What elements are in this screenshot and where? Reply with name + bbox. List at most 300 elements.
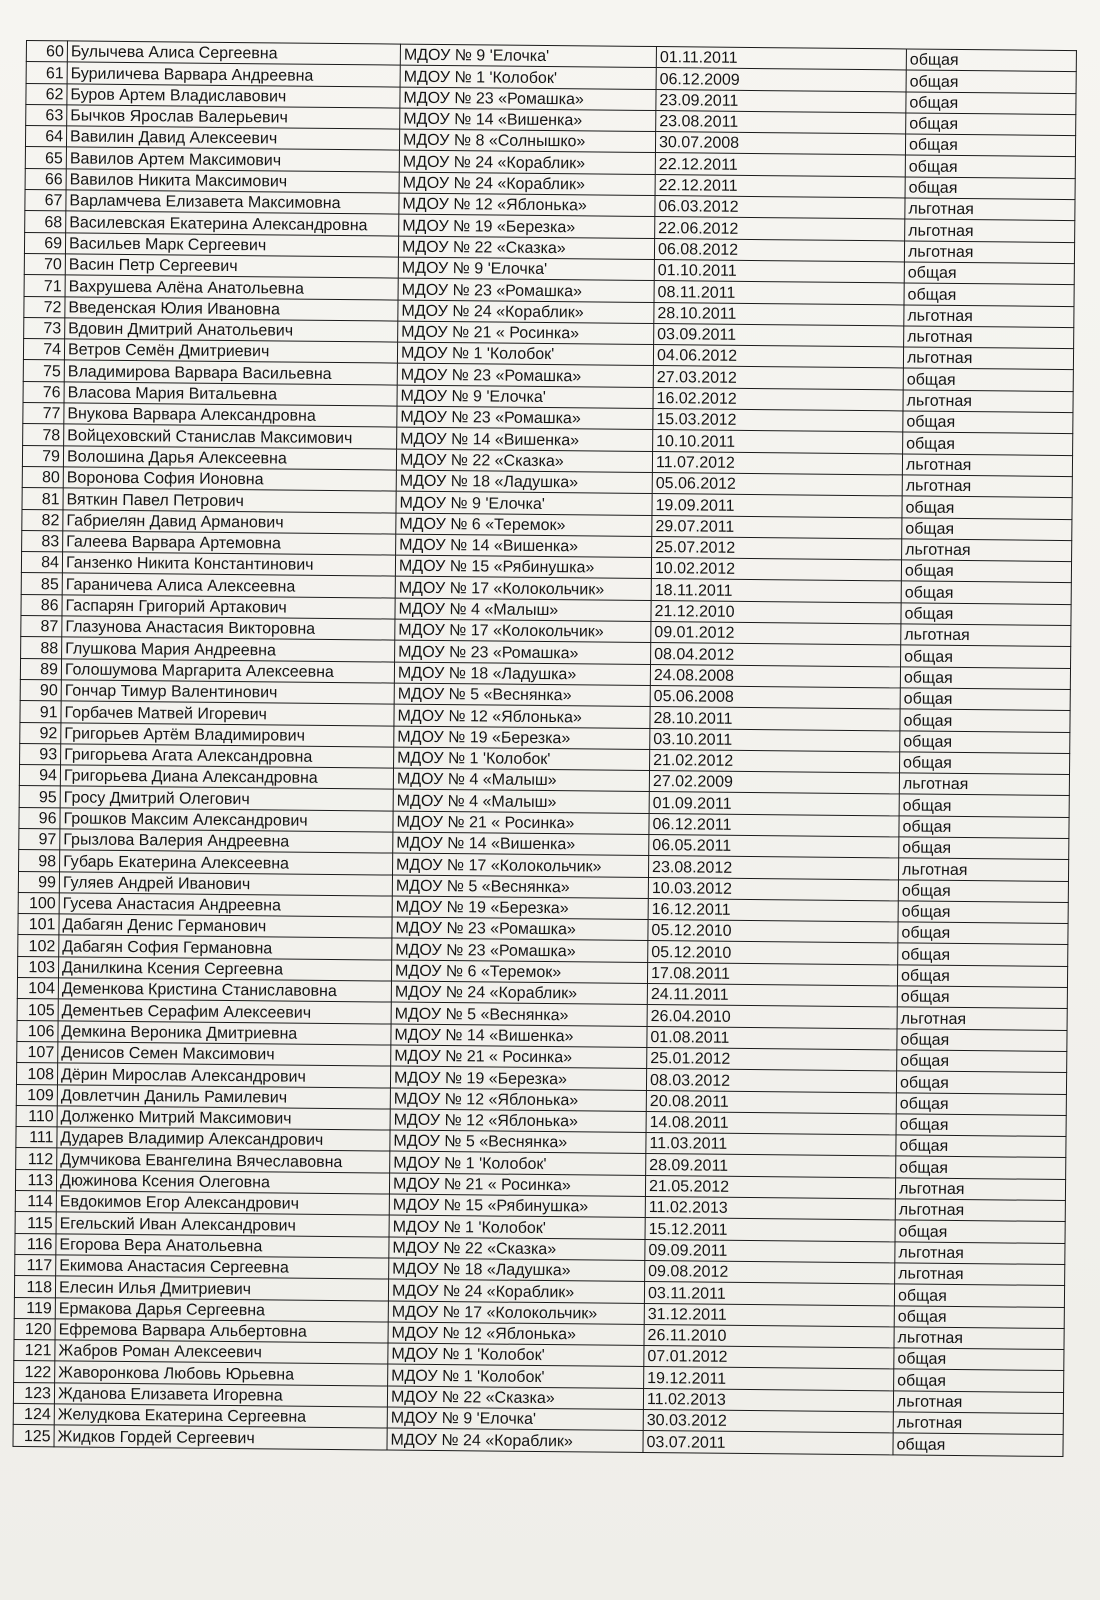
kindergarten-name: МДОУ № 12 «Яблонька» <box>390 1088 646 1112</box>
birth-date: 05.12.2010 <box>648 941 898 965</box>
child-name: Егорова Вера Анатольевна <box>56 1233 389 1257</box>
row-number: 88 <box>21 637 62 659</box>
row-number: 72 <box>24 296 65 318</box>
birth-date: 22.12.2011 <box>655 174 905 198</box>
kindergarten-name: МДОУ № 23 «Ромашка» <box>395 640 651 664</box>
child-name: Жидков Гордей Сергеевич <box>54 1425 387 1449</box>
kindergarten-name: МДОУ № 1 'Колобок' <box>388 1343 644 1367</box>
queue-category: общая <box>897 986 1067 1009</box>
kindergarten-name: МДОУ № 15 «Рябинушка» <box>395 555 651 579</box>
kindergarten-name: МДОУ № 1 'Колобок' <box>394 747 650 771</box>
queue-category: льготная <box>901 624 1071 647</box>
row-number: 80 <box>22 466 63 488</box>
child-name: Гаспарян Григорий Артакович <box>62 595 395 619</box>
row-number: 86 <box>21 594 62 616</box>
birth-date: 06.12.2009 <box>656 68 906 92</box>
row-number: 64 <box>25 126 66 148</box>
queue-category: общая <box>898 879 1068 902</box>
queue-category: общая <box>904 262 1074 285</box>
birth-date: 27.03.2012 <box>653 366 903 390</box>
child-name: Грошков Максим Александрович <box>60 808 393 832</box>
birth-date: 19.09.2011 <box>652 494 902 518</box>
kindergarten-name: МДОУ № 21 « Росинка» <box>389 1173 645 1197</box>
birth-date: 09.09.2011 <box>645 1239 895 1263</box>
queue-category: льготная <box>893 1391 1063 1414</box>
birth-date: 17.08.2011 <box>647 962 897 986</box>
queue-category: общая <box>898 943 1068 966</box>
birth-date: 03.07.2011 <box>643 1431 893 1455</box>
kindergarten-name: МДОУ № 24 «Кораблик» <box>398 300 654 324</box>
child-name: Денисов Семен Максимович <box>58 1042 391 1066</box>
child-name: Введенская Юлия Ивановна <box>65 296 398 320</box>
birth-date: 27.02.2009 <box>649 771 899 795</box>
birth-date: 16.02.2012 <box>653 387 903 411</box>
kindergarten-name: МДОУ № 24 «Кораблик» <box>388 1279 644 1303</box>
row-number: 105 <box>17 999 58 1021</box>
row-number: 93 <box>20 743 61 765</box>
row-number: 63 <box>26 104 67 126</box>
child-name: Ефремова Варвара Альбертовна <box>55 1319 388 1343</box>
child-name: Жаворонкова Любовь Юрьевна <box>55 1361 388 1385</box>
kindergarten-name: МДОУ № 5 «Веснянка» <box>392 875 648 899</box>
queue-category: общая <box>896 1114 1066 1137</box>
row-number: 114 <box>15 1190 56 1212</box>
row-number: 119 <box>14 1297 55 1319</box>
kindergarten-name: МДОУ № 9 'Елочка' <box>396 491 652 515</box>
queue-category: льготная <box>894 1327 1064 1350</box>
birth-date: 25.01.2012 <box>647 1047 897 1071</box>
birth-date: 23.08.2012 <box>648 856 898 880</box>
child-name: Елесин Илья Дмитриевич <box>55 1276 388 1300</box>
row-number: 84 <box>21 552 62 574</box>
row-number: 62 <box>26 83 67 105</box>
row-number: 103 <box>18 956 59 978</box>
child-name: Ермакова Дарья Сергеевна <box>55 1297 388 1321</box>
kindergarten-name: МДОУ № 21 « Росинка» <box>393 811 649 835</box>
child-name: Ветров Семён Дмитриевич <box>64 339 397 363</box>
kindergarten-name: МДОУ № 5 «Веснянка» <box>390 1130 646 1154</box>
queue-category: общая <box>906 49 1076 72</box>
kindergarten-name: МДОУ № 12 «Яблонька» <box>390 1109 646 1133</box>
queue-category: общая <box>902 517 1072 540</box>
child-name: Дабагян Денис Германович <box>59 914 392 938</box>
birth-date: 30.07.2008 <box>655 132 905 156</box>
birth-date: 30.03.2012 <box>643 1409 893 1433</box>
birth-date: 01.11.2011 <box>656 47 906 71</box>
row-number: 98 <box>19 850 60 872</box>
queue-category: общая <box>905 155 1075 178</box>
child-name: Вяткин Павел Петрович <box>63 488 396 512</box>
kindergarten-name: МДОУ № 1 'Колобок' <box>388 1364 644 1388</box>
queue-category: общая <box>899 837 1069 860</box>
kindergarten-name: МДОУ № 24 «Кораблик» <box>391 981 647 1005</box>
child-name: Дёрин Мирослав Александрович <box>57 1063 390 1087</box>
kindergarten-name: МДОУ № 24 «Кораблик» <box>387 1428 643 1452</box>
child-name: Голошумова Маргарита Алексеевна <box>61 658 394 682</box>
queue-category: общая <box>906 70 1076 93</box>
child-name: Дементьев Серафим Алексеевич <box>58 999 391 1023</box>
child-name: Васильев Марк Сергеевич <box>65 233 398 257</box>
birth-date: 06.08.2012 <box>654 238 904 262</box>
row-number: 95 <box>19 786 60 808</box>
birth-date: 26.04.2010 <box>647 1005 897 1029</box>
row-number: 92 <box>20 722 61 744</box>
child-name: Бычков Ярослав Валерьевич <box>67 105 400 129</box>
kindergarten-name: МДОУ № 21 « Росинка» <box>398 321 654 345</box>
row-number: 99 <box>18 871 59 893</box>
birth-date: 18.11.2011 <box>651 579 901 603</box>
child-name: Вавилов Никита Максимович <box>66 169 399 193</box>
row-number: 112 <box>16 1148 57 1170</box>
row-number: 121 <box>14 1340 55 1362</box>
child-name: Довлетчин Даниль Рамилевич <box>57 1084 390 1108</box>
birth-date: 08.03.2012 <box>646 1069 896 1093</box>
kindergarten-name: МДОУ № 18 «Ладушка» <box>396 470 652 494</box>
kindergarten-name: МДОУ № 9 'Елочка' <box>397 385 653 409</box>
queue-category: льготная <box>897 1007 1067 1030</box>
register-body <box>13 41 1076 1457</box>
queue-category: льготная <box>904 241 1074 264</box>
row-number: 61 <box>26 62 67 84</box>
queue-category: льготная <box>898 858 1068 881</box>
queue-category: льготная <box>895 1242 1065 1265</box>
queue-category: общая <box>900 667 1070 690</box>
kindergarten-name: МДОУ № 24 «Кораблик» <box>399 172 655 196</box>
birth-date: 05.12.2010 <box>648 920 898 944</box>
kindergarten-name: МДОУ № 19 «Березка» <box>392 896 648 920</box>
birth-date: 11.07.2012 <box>652 451 902 475</box>
queue-category: льготная <box>905 198 1075 221</box>
kindergarten-name: МДОУ № 19 «Березка» <box>394 726 650 750</box>
queue-category: общая <box>903 411 1073 434</box>
queue-category: общая <box>900 730 1070 753</box>
child-name: Василевская Екатерина Александровна <box>66 211 399 235</box>
kindergarten-name: МДОУ № 22 «Сказка» <box>389 1237 645 1261</box>
birth-date: 06.05.2011 <box>649 835 899 859</box>
kindergarten-name: МДОУ № 6 «Теремок» <box>391 960 647 984</box>
birth-date: 06.12.2011 <box>649 813 899 837</box>
birth-date: 29.07.2011 <box>652 515 902 539</box>
queue-category: общая <box>896 1156 1066 1179</box>
birth-date: 05.06.2008 <box>650 685 900 709</box>
birth-date: 09.08.2012 <box>645 1260 895 1284</box>
child-name: Глазунова Анастасия Викторовна <box>62 616 395 640</box>
kindergarten-name: МДОУ № 1 'Колобок' <box>389 1215 645 1239</box>
kindergarten-name: МДОУ № 14 «Вишенка» <box>397 427 653 451</box>
row-number: 82 <box>22 509 63 531</box>
birth-date: 26.11.2010 <box>644 1324 894 1348</box>
queue-category: общая <box>901 581 1071 604</box>
birth-date: 31.12.2011 <box>644 1303 894 1327</box>
row-number: 68 <box>25 211 66 233</box>
row-number: 90 <box>20 679 61 701</box>
birth-date: 10.10.2011 <box>653 430 903 454</box>
row-number: 91 <box>20 701 61 723</box>
child-name: Буров Артем Владиславович <box>67 83 400 107</box>
kindergarten-name: МДОУ № 23 «Ромашка» <box>398 278 654 302</box>
child-name: Вахрушева Алёна Анатольевна <box>65 275 398 299</box>
kindergarten-name: МДОУ № 18 «Ладушка» <box>394 662 650 686</box>
queue-category: льготная <box>903 347 1073 370</box>
child-name: Васин Петр Сергеевич <box>65 254 398 278</box>
child-name: Григорьева Диана Александровна <box>60 765 393 789</box>
child-name: Волошина Дарья Алексеевна <box>63 446 396 470</box>
row-number: 96 <box>19 807 60 829</box>
child-name: Долженко Митрий Максимович <box>57 1106 390 1130</box>
row-number: 106 <box>17 1020 58 1042</box>
kindergarten-name: МДОУ № 12 «Яблонька» <box>394 704 650 728</box>
queue-category: общая <box>896 1071 1066 1094</box>
child-name: Грызлова Валерия Андреевна <box>60 829 393 853</box>
kindergarten-name: МДОУ № 17 «Колокольчик» <box>388 1301 644 1325</box>
queue-category: общая <box>894 1369 1064 1392</box>
child-name: Воронова София Ионовна <box>63 467 396 491</box>
row-number: 73 <box>24 317 65 339</box>
child-name: Войцеховский Станислав Максимович <box>64 424 397 448</box>
kindergarten-name: МДОУ № 6 «Теремок» <box>396 513 652 537</box>
kindergarten-name: МДОУ № 15 «Рябинушка» <box>389 1194 645 1218</box>
birth-date: 24.08.2008 <box>650 664 900 688</box>
kindergarten-name: МДОУ № 12 «Яблонька» <box>399 193 655 217</box>
kindergarten-name: МДОУ № 23 «Ромашка» <box>397 364 653 388</box>
birth-date: 03.11.2011 <box>644 1282 894 1306</box>
child-name: Вавилин Давид Алексеевич <box>66 126 399 150</box>
kindergarten-name: МДОУ № 4 «Малыш» <box>395 598 651 622</box>
row-number: 60 <box>26 41 67 63</box>
birth-date: 03.10.2011 <box>650 728 900 752</box>
kindergarten-name: МДОУ № 9 'Елочка' <box>387 1407 643 1431</box>
row-number: 77 <box>23 403 64 425</box>
child-name: Гончар Тимур Валентинович <box>61 680 394 704</box>
kindergarten-name: МДОУ № 19 «Березка» <box>399 214 655 238</box>
kindergarten-name: МДОУ № 14 «Вишенка» <box>400 108 656 132</box>
kindergarten-name: МДОУ № 8 «Солнышко» <box>399 129 655 153</box>
queue-category: льготная <box>902 475 1072 498</box>
queue-category: общая <box>895 1220 1065 1243</box>
birth-date: 22.06.2012 <box>655 217 905 241</box>
row-number: 104 <box>17 978 58 1000</box>
child-name: Жабров Роман Алексеевич <box>55 1340 388 1364</box>
queue-category: льготная <box>903 390 1073 413</box>
kindergarten-name: МДОУ № 17 «Колокольчик» <box>395 619 651 643</box>
birth-date: 01.10.2011 <box>654 260 904 284</box>
queue-category: общая <box>894 1348 1064 1371</box>
row-number: 109 <box>16 1084 57 1106</box>
children-register-table <box>12 40 1076 1457</box>
kindergarten-name: МДОУ № 4 «Малыш» <box>393 768 649 792</box>
birth-date: 20.08.2011 <box>646 1090 896 1114</box>
row-number: 81 <box>22 488 63 510</box>
birth-date: 25.07.2012 <box>652 536 902 560</box>
birth-date: 08.04.2012 <box>651 643 901 667</box>
birth-date: 03.09.2011 <box>654 323 904 347</box>
child-name: Дударев Владимир Александрович <box>57 1127 390 1151</box>
kindergarten-name: МДОУ № 5 «Веснянка» <box>391 1002 647 1026</box>
kindergarten-name: МДОУ № 19 «Березка» <box>390 1066 646 1090</box>
row-number: 107 <box>17 1041 58 1063</box>
row-number: 115 <box>15 1212 56 1234</box>
child-name: Власова Мария Витальевна <box>64 382 397 406</box>
birth-date: 15.12.2011 <box>645 1218 895 1242</box>
birth-date: 10.03.2012 <box>648 877 898 901</box>
row-number: 101 <box>18 914 59 936</box>
birth-date: 28.10.2011 <box>654 302 904 326</box>
kindergarten-name: МДОУ № 18 «Ладушка» <box>389 1258 645 1282</box>
kindergarten-name: МДОУ № 12 «Яблонька» <box>388 1322 644 1346</box>
queue-category: общая <box>901 603 1071 626</box>
kindergarten-name: МДОУ № 14 «Вишенка» <box>391 1024 647 1048</box>
birth-date: 15.03.2012 <box>653 409 903 433</box>
queue-category: общая <box>900 709 1070 732</box>
row-number: 65 <box>25 147 66 169</box>
birth-date: 01.09.2011 <box>649 792 899 816</box>
row-number: 102 <box>18 935 59 957</box>
kindergarten-name: МДОУ № 1 'Колобок' <box>400 65 656 89</box>
kindergarten-name: МДОУ № 23 «Ромашка» <box>392 917 648 941</box>
row-number: 67 <box>25 190 66 212</box>
queue-category: общая <box>899 816 1069 839</box>
birth-date: 11.02.2013 <box>643 1388 893 1412</box>
queue-category: льготная <box>895 1178 1065 1201</box>
child-name: Деменкова Кристина Станиславовна <box>58 978 391 1002</box>
row-number: 123 <box>13 1382 54 1404</box>
row-number: 71 <box>24 275 65 297</box>
kindergarten-name: МДОУ № 23 «Ромашка» <box>397 406 653 430</box>
child-name: Внукова Варвара Александровна <box>64 403 397 427</box>
queue-category: льготная <box>895 1263 1065 1286</box>
kindergarten-name: МДОУ № 14 «Вишенка» <box>396 534 652 558</box>
kindergarten-name: МДОУ № 21 « Росинка» <box>391 1045 647 1069</box>
row-number: 85 <box>21 573 62 595</box>
birth-date: 21.02.2012 <box>650 749 900 773</box>
row-number: 89 <box>20 658 61 680</box>
kindergarten-name: МДОУ № 24 «Кораблик» <box>399 151 655 175</box>
child-name: Гараничева Алиса Алексеевна <box>62 573 395 597</box>
queue-category: общая <box>903 432 1073 455</box>
row-number: 69 <box>24 232 65 254</box>
child-name: Горбачев Матвей Игоревич <box>61 701 394 725</box>
queue-category: льготная <box>902 539 1072 562</box>
row-number: 75 <box>23 360 64 382</box>
birth-date: 23.08.2011 <box>656 110 906 134</box>
birth-date: 11.02.2013 <box>645 1197 895 1221</box>
birth-date: 06.03.2012 <box>655 196 905 220</box>
birth-date: 28.09.2011 <box>646 1154 896 1178</box>
kindergarten-name: МДОУ № 17 «Колокольчик» <box>393 853 649 877</box>
row-number: 79 <box>22 445 63 467</box>
queue-category: льготная <box>905 219 1075 242</box>
child-name: Габриелян Давид Арманович <box>63 509 396 533</box>
row-number: 118 <box>14 1276 55 1298</box>
queue-category: общая <box>904 283 1074 306</box>
kindergarten-name: МДОУ № 9 'Елочка' <box>398 257 654 281</box>
queue-category: общая <box>905 177 1075 200</box>
row-number: 87 <box>21 615 62 637</box>
child-name: Варламчева Елизавета Максимовна <box>66 190 399 214</box>
child-name: Гуляев Андрей Иванович <box>59 871 392 895</box>
queue-category: льготная <box>902 454 1072 477</box>
birth-date: 28.10.2011 <box>650 707 900 731</box>
queue-category: общая <box>903 368 1073 391</box>
row-number: 108 <box>16 1063 57 1085</box>
queue-category: льготная <box>899 773 1069 796</box>
queue-category: общая <box>894 1284 1064 1307</box>
child-name: Буриличева Варвара Андреевна <box>67 62 400 86</box>
birth-date: 19.12.2011 <box>644 1367 894 1391</box>
kindergarten-name: МДОУ № 23 «Ромашка» <box>392 939 648 963</box>
queue-category: общая <box>900 752 1070 775</box>
queue-category: льготная <box>904 326 1074 349</box>
child-name: Егельский Иван Александрович <box>56 1212 389 1236</box>
row-number: 111 <box>16 1127 57 1149</box>
birth-date: 14.08.2011 <box>646 1111 896 1135</box>
row-number: 120 <box>14 1318 55 1340</box>
row-number: 78 <box>23 424 64 446</box>
birth-date: 16.12.2011 <box>648 898 898 922</box>
row-number: 83 <box>22 530 63 552</box>
child-name: Гусева Анастасия Андреевна <box>59 893 392 917</box>
child-name: Данилкина Ксения Сергеевна <box>58 957 391 981</box>
queue-category: льготная <box>904 305 1074 328</box>
row-number: 94 <box>19 765 60 787</box>
queue-category: общая <box>896 1135 1066 1158</box>
birth-date: 08.11.2011 <box>654 281 904 305</box>
queue-category: общая <box>899 794 1069 817</box>
child-name: Булычева Алиса Сергеевна <box>67 41 400 65</box>
birth-date: 21.05.2012 <box>645 1175 895 1199</box>
row-number: 124 <box>13 1403 54 1425</box>
queue-category: общая <box>900 688 1070 711</box>
child-name: Желудкова Екатерина Сергеевна <box>54 1404 387 1428</box>
queue-category: общая <box>898 922 1068 945</box>
child-name: Жданова Елизавета Игоревна <box>54 1383 387 1407</box>
child-name: Дабагян София Германовна <box>59 935 392 959</box>
queue-category: общая <box>906 113 1076 136</box>
kindergarten-name: МДОУ № 22 «Сказка» <box>396 449 652 473</box>
queue-category: общая <box>894 1305 1064 1328</box>
child-name: Вавилов Артем Максимович <box>66 147 399 171</box>
kindergarten-name: МДОУ № 9 'Елочка' <box>400 44 656 68</box>
child-name: Григорьева Агата Александровна <box>61 744 394 768</box>
birth-date: 11.03.2011 <box>646 1133 896 1157</box>
row-number: 117 <box>15 1254 56 1276</box>
child-name: Галеева Варвара Артемовна <box>63 531 396 555</box>
birth-date: 21.12.2010 <box>651 600 901 624</box>
child-name: Губарь Екатерина Алексеевна <box>60 850 393 874</box>
row-number: 74 <box>23 339 64 361</box>
queue-category: льготная <box>895 1199 1065 1222</box>
birth-date: 05.06.2012 <box>652 472 902 496</box>
child-name: Екимова Анастасия Сергеевна <box>56 1255 389 1279</box>
kindergarten-name: МДОУ № 22 «Сказка» <box>398 236 654 260</box>
birth-date: 23.09.2011 <box>656 89 906 113</box>
child-name: Гросу Дмитрий Олегович <box>60 786 393 810</box>
child-name: Евдокимов Егор Александрович <box>56 1191 389 1215</box>
kindergarten-name: МДОУ № 5 «Веснянка» <box>394 683 650 707</box>
row-number: 122 <box>14 1361 55 1383</box>
birth-date: 10.02.2012 <box>651 558 901 582</box>
birth-date: 09.01.2012 <box>651 622 901 646</box>
row-number: 76 <box>23 381 64 403</box>
child-name: Думчикова Евангелина Вячеславовна <box>57 1148 390 1172</box>
queue-category: общая <box>901 645 1071 668</box>
birth-date: 04.06.2012 <box>653 345 903 369</box>
child-name: Демкина Вероника Дмитриевна <box>58 1021 391 1045</box>
row-number: 97 <box>19 828 60 850</box>
kindergarten-name: МДОУ № 22 «Сказка» <box>387 1386 643 1410</box>
child-name: Дюжинова Ксения Олеговна <box>56 1170 389 1194</box>
queue-category: общая <box>897 965 1067 988</box>
